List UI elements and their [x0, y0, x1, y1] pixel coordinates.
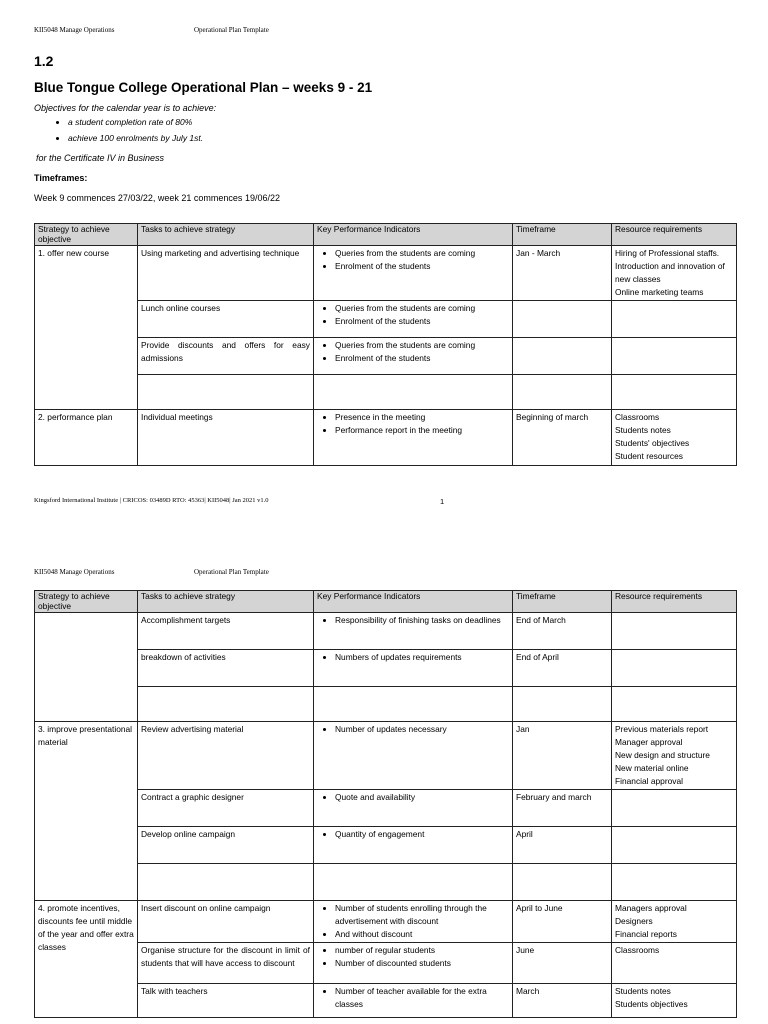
resources-cell	[612, 827, 737, 864]
kpi-item: • Queries from the students are coming	[335, 339, 509, 352]
kpi-item: • Number of updates necessary	[335, 723, 509, 736]
table-row	[35, 375, 737, 410]
kpi-item: • Queries from the students are coming	[335, 247, 509, 260]
strategy-cell: 2. performance plan	[35, 410, 138, 466]
timeframes-label: Timeframes:	[34, 173, 88, 183]
resource-item: Financial approval	[615, 776, 683, 786]
kpi-cell	[314, 790, 513, 827]
table-row	[35, 827, 737, 864]
resources-cell	[612, 901, 737, 943]
objective-item: • a student completion rate of 80%	[68, 117, 203, 128]
table-row	[35, 901, 737, 943]
col-header-resources: Resource requirements	[612, 591, 737, 613]
timeframe-cell	[513, 338, 612, 375]
kpi-item: • Enrolment of the students	[335, 315, 509, 328]
kpi-item: • Number of teacher available for the extra classes	[335, 985, 509, 1011]
kpi-item: • Quantity of engagement	[335, 828, 509, 841]
resource-item: Financial reports	[615, 929, 677, 939]
certificate-text: for the Certificate IV in Business	[36, 153, 165, 163]
col-header-strategy: Strategy to achieve objective	[35, 591, 138, 613]
kpi-cell	[314, 246, 513, 301]
kpi-item: • Responsibility of finishing tasks on deadlines	[335, 614, 509, 627]
table-row	[35, 650, 737, 687]
kpi-item: • And without discount	[335, 928, 509, 941]
strategy-cell: 4. promote incentives, discounts fee until middle of the year and offer extra classes	[35, 901, 138, 1018]
task-cell: Individual meetings	[138, 410, 314, 466]
resources-cell	[612, 613, 737, 650]
col-header-strategy: Strategy to achieve objective	[35, 224, 138, 246]
kpi-item: • number of regular students	[335, 944, 509, 957]
header-course: KII5048 Manage Operations	[34, 568, 115, 576]
kpi-cell	[314, 613, 513, 650]
task-cell: breakdown of activities	[138, 650, 314, 687]
col-header-timeframe: Timeframe	[513, 224, 612, 246]
table-row	[35, 613, 737, 650]
operational-plan-table	[34, 223, 737, 466]
resource-item: New material online	[615, 763, 689, 773]
task-cell	[138, 375, 314, 410]
kpi-cell	[314, 722, 513, 790]
task-cell: Contract a graphic designer	[138, 790, 314, 827]
task-cell: Lunch online courses	[138, 301, 314, 338]
kpi-list	[317, 791, 509, 804]
timeframe-cell	[513, 375, 612, 410]
timeframe-cell: April to June	[513, 901, 612, 943]
table-header-row	[35, 591, 737, 613]
resources-cell	[612, 722, 737, 790]
resources-cell	[612, 943, 737, 984]
col-header-tasks: Tasks to achieve strategy	[138, 224, 314, 246]
page-footer: Kingsford International Institute | CRICOS: 03489D RTO: 45363| KII5048| Jan 2021 v1.0	[34, 497, 269, 504]
resource-item: Students notes	[615, 986, 671, 996]
task-cell: Using marketing and advertising technique	[138, 246, 314, 301]
col-header-tasks: Tasks to achieve strategy	[138, 591, 314, 613]
timeframe-cell: Beginning of march	[513, 410, 612, 466]
resource-item: Introduction and innovation of new classes	[615, 261, 725, 284]
resource-item: Designers	[615, 916, 653, 926]
kpi-cell	[314, 687, 513, 722]
operational-plan-table-continued	[34, 590, 737, 1018]
kpi-item: • Numbers of updates requirements	[335, 651, 509, 664]
resources-cell	[612, 338, 737, 375]
kpi-item: • Presence in the meeting	[335, 411, 509, 424]
col-header-kpi: Key Performance Indicators	[314, 591, 513, 613]
page-header	[34, 568, 269, 576]
table-row	[35, 246, 737, 301]
kpi-item: • Number of discounted students	[335, 957, 509, 970]
header-doc-title: Operational Plan Template	[194, 568, 269, 576]
kpi-cell	[314, 943, 513, 984]
kpi-cell	[314, 864, 513, 901]
kpi-item: • Enrolment of the students	[335, 260, 509, 273]
timeframe-cell	[513, 864, 612, 901]
resource-item: Students notes	[615, 425, 671, 435]
timeframe-cell: June	[513, 943, 612, 984]
kpi-item: • Performance report in the meeting	[335, 424, 509, 437]
table-row	[35, 722, 737, 790]
task-cell: Accomplishment targets	[138, 613, 314, 650]
col-header-timeframe: Timeframe	[513, 591, 612, 613]
kpi-list	[317, 302, 509, 328]
resource-item: Student resources	[615, 451, 683, 461]
section-number: 1.2	[34, 53, 54, 69]
strategy-cell: 3. improve presentational material	[35, 722, 138, 901]
table-row	[35, 790, 737, 827]
timeframe-cell: March	[513, 984, 612, 1018]
timeframe-cell: April	[513, 827, 612, 864]
resource-item: Previous materials report	[615, 724, 709, 734]
resource-item: Classrooms	[615, 412, 660, 422]
document-page-2	[0, 540, 768, 1024]
kpi-list	[317, 828, 509, 841]
resources-cell	[612, 687, 737, 722]
timeframe-cell: End of April	[513, 650, 612, 687]
resource-item: Online marketing teams	[615, 287, 704, 297]
resources-cell	[612, 864, 737, 901]
header-course: KII5048 Manage Operations	[34, 26, 115, 34]
kpi-cell	[314, 650, 513, 687]
resource-item: Students objectives	[615, 999, 688, 1009]
strategy-cell	[35, 613, 138, 722]
task-cell: Insert discount on online campaign	[138, 901, 314, 943]
plan-title: Blue Tongue College Operational Plan – weeks 9 - 21	[34, 80, 373, 95]
col-header-resources: Resource requirements	[612, 224, 737, 246]
resource-item: Manager approval	[615, 737, 683, 747]
kpi-list	[317, 411, 509, 437]
resource-item: Students' objectives	[615, 438, 690, 448]
kpi-list	[317, 614, 509, 627]
table-row	[35, 984, 737, 1018]
col-header-kpi: Key Performance Indicators	[314, 224, 513, 246]
kpi-list	[317, 651, 509, 664]
objectives-list	[52, 117, 203, 149]
kpi-item: • Quote and availability	[335, 791, 509, 804]
resources-cell	[612, 984, 737, 1018]
table-row	[35, 410, 737, 466]
kpi-cell	[314, 301, 513, 338]
strategy-cell: 1. offer new course	[35, 246, 138, 410]
resource-item: Classrooms	[615, 945, 660, 955]
task-cell: Review advertising material	[138, 722, 314, 790]
resource-item: New design and structure	[615, 750, 710, 760]
task-cell: Talk with teachers	[138, 984, 314, 1018]
timeframe-cell: February and march	[513, 790, 612, 827]
kpi-cell	[314, 827, 513, 864]
task-cell	[138, 687, 314, 722]
kpi-list	[317, 902, 509, 941]
table-row	[35, 943, 737, 984]
task-cell: Develop online campaign	[138, 827, 314, 864]
kpi-item: • Enrolment of the students	[335, 352, 509, 365]
resources-cell	[612, 246, 737, 301]
table-row	[35, 338, 737, 375]
resources-cell	[612, 790, 737, 827]
timeframe-cell	[513, 687, 612, 722]
resources-cell	[612, 650, 737, 687]
page-number: 1	[440, 497, 445, 506]
task-cell: Provide discounts and offers for easy admissions	[138, 338, 314, 375]
kpi-item: • Number of students enrolling through the advertisement with discount	[335, 902, 509, 928]
kpi-list	[317, 985, 509, 1011]
task-cell	[138, 864, 314, 901]
kpi-cell	[314, 375, 513, 410]
timeframe-cell: End of March	[513, 613, 612, 650]
table-row	[35, 301, 737, 338]
kpi-list	[317, 247, 509, 273]
kpi-list	[317, 723, 509, 736]
page-header	[34, 26, 269, 34]
resource-item: Managers approval	[615, 903, 687, 913]
kpi-cell	[314, 410, 513, 466]
kpi-cell	[314, 338, 513, 375]
header-doc-title: Operational Plan Template	[194, 26, 269, 34]
objectives-intro: Objectives for the calendar year is to achieve:	[34, 103, 217, 113]
resources-cell	[612, 301, 737, 338]
resources-cell	[612, 375, 737, 410]
kpi-item: • Queries from the students are coming	[335, 302, 509, 315]
timeframe-cell: Jan	[513, 722, 612, 790]
table-row	[35, 864, 737, 901]
objective-item: • achieve 100 enrolments by July 1st.	[68, 133, 203, 144]
timeframe-cell	[513, 301, 612, 338]
kpi-list	[317, 339, 509, 365]
resources-cell	[612, 410, 737, 466]
resource-item: Hiring of Professional staffs.	[615, 248, 720, 258]
table-header-row	[35, 224, 737, 246]
kpi-list	[317, 944, 509, 970]
kpi-cell	[314, 901, 513, 943]
timeframe-cell: Jan - March	[513, 246, 612, 301]
table-row	[35, 687, 737, 722]
task-cell: Organise structure for the discount in limit of students that will have access to discount	[138, 943, 314, 984]
weeks-text: Week 9 commences 27/03/22, week 21 commences 19/06/22	[34, 193, 280, 203]
kpi-cell	[314, 984, 513, 1018]
